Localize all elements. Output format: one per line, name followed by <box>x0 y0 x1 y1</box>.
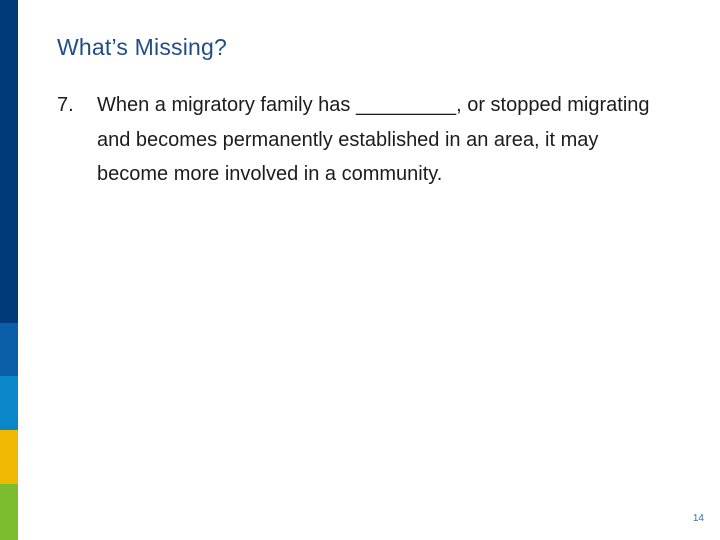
sidebar-stripe-light-blue <box>0 376 18 430</box>
question-block <box>57 88 677 192</box>
question-text: When a migratory family has _________, or stopped migrating and becomes permanently established in an area, it may become more involved in a community. <box>97 94 650 185</box>
question-item <box>57 88 677 192</box>
sidebar-stripe-blue <box>0 323 18 376</box>
page-title: What’s Missing? <box>57 34 228 60</box>
question-number: 7. <box>57 94 74 116</box>
sidebar-stripe-navy <box>0 0 18 323</box>
sidebar-stripe-green <box>0 484 18 540</box>
sidebar-stripe-yellow <box>0 430 18 484</box>
sidebar-stripes <box>0 0 18 540</box>
page-number: 14 <box>692 513 704 524</box>
